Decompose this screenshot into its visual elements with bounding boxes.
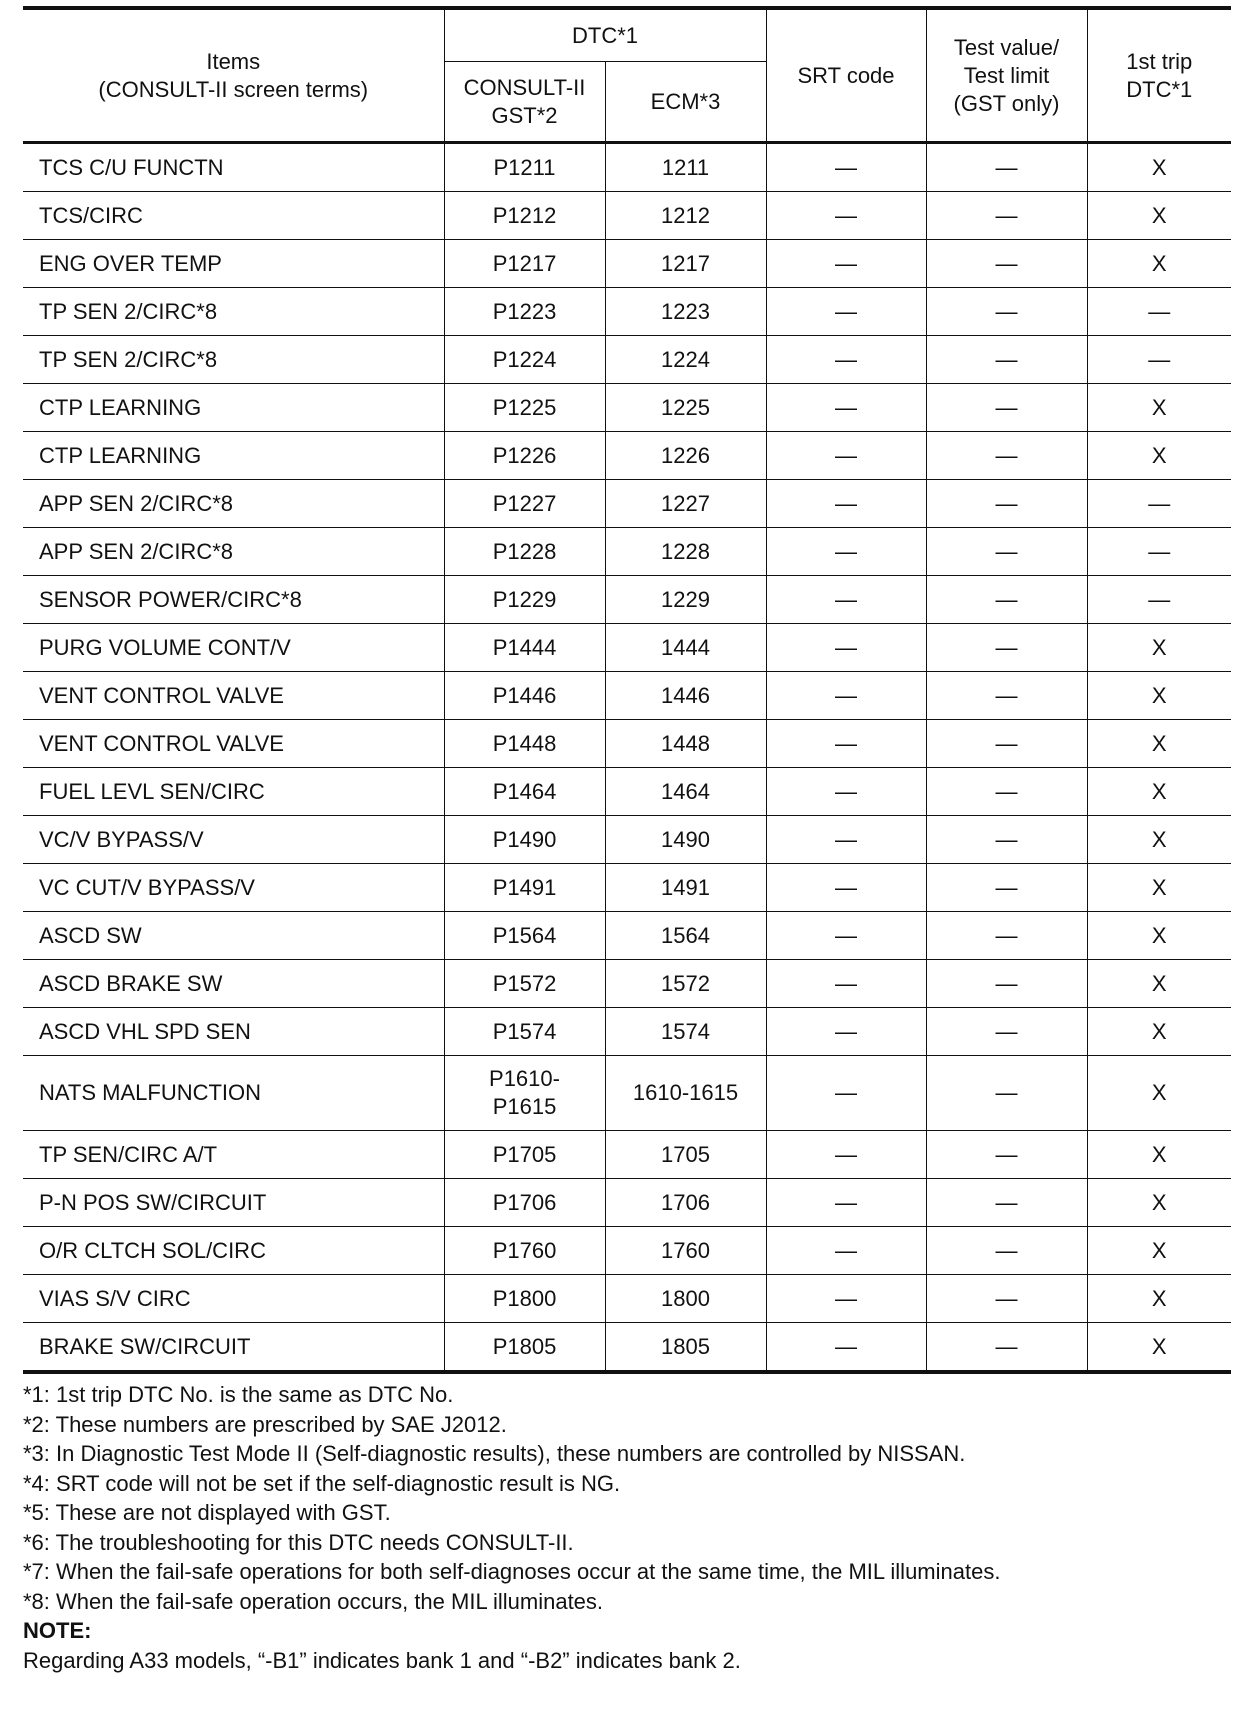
cell-consult-gst: P1226	[444, 432, 605, 480]
cell-consult-gst: P1490	[444, 816, 605, 864]
cell-item: TP SEN/CIRC A/T	[23, 1131, 444, 1179]
cell-first-trip: X	[1087, 624, 1231, 672]
cell-test-value: —	[926, 143, 1087, 192]
cell-srt-code: —	[766, 864, 926, 912]
table-row	[23, 1227, 1231, 1275]
cell-consult-gst: P1491	[444, 864, 605, 912]
cell-srt-code: —	[766, 1227, 926, 1275]
cell-item: VIAS S/V CIRC	[23, 1275, 444, 1323]
cell-srt-code: —	[766, 480, 926, 528]
cell-item: PURG VOLUME CONT/V	[23, 624, 444, 672]
cell-test-value: —	[926, 576, 1087, 624]
cell-test-value: —	[926, 1179, 1087, 1227]
cell-first-trip: —	[1087, 336, 1231, 384]
cell-first-trip: X	[1087, 143, 1231, 192]
table-header	[23, 8, 1231, 143]
cell-first-trip: —	[1087, 528, 1231, 576]
cell-srt-code: —	[766, 960, 926, 1008]
table-row	[23, 912, 1231, 960]
cell-test-value: —	[926, 816, 1087, 864]
table-row	[23, 288, 1231, 336]
cell-item: TP SEN 2/CIRC*8	[23, 288, 444, 336]
cell-first-trip: X	[1087, 1131, 1231, 1179]
cell-consult-gst: P1444	[444, 624, 605, 672]
cell-ecm: 1223	[605, 288, 766, 336]
footnote: *7: When the fail-safe operations for both self-diagnoses occur at the same time, the MIL illuminates.	[23, 1559, 1001, 1584]
table-row	[23, 192, 1231, 240]
footnote: *8: When the fail-safe operation occurs, the MIL illuminates.	[23, 1588, 604, 1614]
cell-first-trip: —	[1087, 480, 1231, 528]
cell-item: VC/V BYPASS/V	[23, 816, 444, 864]
cell-srt-code: —	[766, 1275, 926, 1323]
cell-ecm: 1217	[605, 240, 766, 288]
cell-first-trip: X	[1087, 672, 1231, 720]
cell-test-value: —	[926, 480, 1087, 528]
cell-srt-code: —	[766, 672, 926, 720]
cell-ecm: 1227	[605, 480, 766, 528]
cell-first-trip: X	[1087, 192, 1231, 240]
cell-ecm: 1225	[605, 384, 766, 432]
cell-consult-gst: P1705	[444, 1131, 605, 1179]
table-body	[23, 143, 1231, 1373]
cell-consult-gst: P1223	[444, 288, 605, 336]
table-row	[23, 240, 1231, 288]
cell-ecm: 1224	[605, 336, 766, 384]
cell-item: VENT CONTROL VALVE	[23, 720, 444, 768]
cell-test-value: —	[926, 336, 1087, 384]
note-text: Regarding A33 models, “-B1” indicates bank 1 and “-B2” indicates bank 2.	[23, 1647, 741, 1673]
cell-ecm: 1706	[605, 1179, 766, 1227]
cell-ecm: 1228	[605, 528, 766, 576]
table-row	[23, 960, 1231, 1008]
dtc-document	[23, 6, 1231, 1675]
footnotes	[23, 1380, 1231, 1675]
cell-srt-code: —	[766, 912, 926, 960]
cell-srt-code: —	[766, 720, 926, 768]
cell-consult-gst: P1760	[444, 1227, 605, 1275]
cell-srt-code: —	[766, 1323, 926, 1373]
cell-ecm: 1464	[605, 768, 766, 816]
cell-first-trip: X	[1087, 384, 1231, 432]
table-row	[23, 1323, 1231, 1373]
cell-consult-gst: P1448	[444, 720, 605, 768]
cell-srt-code: —	[766, 576, 926, 624]
cell-test-value: —	[926, 288, 1087, 336]
cell-consult-gst: P1706	[444, 1179, 605, 1227]
cell-first-trip: —	[1087, 288, 1231, 336]
table-row	[23, 576, 1231, 624]
cell-consult-gst: P1211	[444, 143, 605, 192]
cell-first-trip: X	[1087, 960, 1231, 1008]
cell-test-value: —	[926, 672, 1087, 720]
cell-test-value: —	[926, 624, 1087, 672]
cell-ecm: 1446	[605, 672, 766, 720]
cell-srt-code: —	[766, 336, 926, 384]
table-row	[23, 336, 1231, 384]
cell-item: CTP LEARNING	[23, 432, 444, 480]
cell-srt-code: —	[766, 528, 926, 576]
cell-ecm: 1760	[605, 1227, 766, 1275]
cell-consult-gst: P1446	[444, 672, 605, 720]
table-row	[23, 816, 1231, 864]
cell-srt-code: —	[766, 1056, 926, 1131]
cell-srt-code: —	[766, 384, 926, 432]
cell-test-value: —	[926, 240, 1087, 288]
footnote: *3: In Diagnostic Test Mode II (Self-diagnostic results), these numbers are controlled by NISSAN.	[23, 1441, 966, 1466]
cell-first-trip: X	[1087, 1227, 1231, 1275]
footnote: *1: 1st trip DTC No. is the same as DTC No.	[23, 1382, 454, 1407]
footnote: *4: SRT code will not be set if the self-diagnostic result is NG.	[23, 1470, 621, 1496]
table-row	[23, 432, 1231, 480]
cell-first-trip: X	[1087, 816, 1231, 864]
cell-first-trip: X	[1087, 432, 1231, 480]
cell-srt-code: —	[766, 624, 926, 672]
cell-item: CTP LEARNING	[23, 384, 444, 432]
table-row	[23, 624, 1231, 672]
cell-item: P-N POS SW/CIRCUIT	[23, 1179, 444, 1227]
cell-srt-code: —	[766, 816, 926, 864]
cell-test-value: —	[926, 960, 1087, 1008]
cell-first-trip: X	[1087, 768, 1231, 816]
cell-item: TCS C/U FUNCTN	[23, 143, 444, 192]
cell-ecm: 1490	[605, 816, 766, 864]
footnote: *6: The troubleshooting for this DTC needs CONSULT-II.	[23, 1529, 574, 1555]
cell-consult-gst: P1574	[444, 1008, 605, 1056]
cell-consult-gst: P1228	[444, 528, 605, 576]
cell-srt-code: —	[766, 1008, 926, 1056]
cell-item: FUEL LEVL SEN/CIRC	[23, 768, 444, 816]
cell-srt-code: —	[766, 143, 926, 192]
cell-consult-gst: P1212	[444, 192, 605, 240]
footnote: *2: These numbers are prescribed by SAE J2012.	[23, 1411, 507, 1437]
cell-item: TP SEN 2/CIRC*8	[23, 336, 444, 384]
cell-consult-gst: P1610- P1615	[444, 1056, 605, 1131]
table-row	[23, 864, 1231, 912]
cell-consult-gst: P1229	[444, 576, 605, 624]
cell-ecm: 1212	[605, 192, 766, 240]
cell-item: ASCD BRAKE SW	[23, 960, 444, 1008]
cell-test-value: —	[926, 192, 1087, 240]
cell-first-trip: X	[1087, 240, 1231, 288]
header-ecm: ECM*3	[605, 62, 766, 143]
table-row	[23, 720, 1231, 768]
table-row	[23, 1275, 1231, 1323]
cell-test-value: —	[926, 1131, 1087, 1179]
cell-srt-code: —	[766, 1179, 926, 1227]
cell-test-value: —	[926, 528, 1087, 576]
cell-test-value: —	[926, 1323, 1087, 1373]
footnote: *5: These are not displayed with GST.	[23, 1500, 391, 1525]
cell-ecm: 1572	[605, 960, 766, 1008]
cell-consult-gst: P1572	[444, 960, 605, 1008]
cell-item: APP SEN 2/CIRC*8	[23, 528, 444, 576]
cell-ecm: 1574	[605, 1008, 766, 1056]
cell-srt-code: —	[766, 768, 926, 816]
cell-consult-gst: P1217	[444, 240, 605, 288]
cell-test-value: —	[926, 912, 1087, 960]
cell-test-value: —	[926, 720, 1087, 768]
table-row	[23, 1179, 1231, 1227]
cell-srt-code: —	[766, 288, 926, 336]
table-row	[23, 480, 1231, 528]
cell-test-value: —	[926, 864, 1087, 912]
cell-item: ENG OVER TEMP	[23, 240, 444, 288]
cell-first-trip: X	[1087, 1179, 1231, 1227]
cell-srt-code: —	[766, 192, 926, 240]
cell-item: TCS/CIRC	[23, 192, 444, 240]
cell-first-trip: X	[1087, 1275, 1231, 1323]
table-row	[23, 143, 1231, 192]
cell-ecm: 1805	[605, 1323, 766, 1373]
cell-test-value: —	[926, 1008, 1087, 1056]
cell-item: O/R CLTCH SOL/CIRC	[23, 1227, 444, 1275]
cell-ecm: 1800	[605, 1275, 766, 1323]
cell-srt-code: —	[766, 1131, 926, 1179]
cell-srt-code: —	[766, 432, 926, 480]
cell-ecm: 1705	[605, 1131, 766, 1179]
cell-test-value: —	[926, 1056, 1087, 1131]
table-row	[23, 1131, 1231, 1179]
footnote-list	[23, 1380, 1231, 1616]
cell-item: APP SEN 2/CIRC*8	[23, 480, 444, 528]
cell-ecm: 1211	[605, 143, 766, 192]
header-items: Items (CONSULT-II screen terms)	[23, 8, 444, 143]
table-row	[23, 1056, 1231, 1131]
cell-first-trip: —	[1087, 576, 1231, 624]
cell-ecm: 1491	[605, 864, 766, 912]
table-row	[23, 528, 1231, 576]
cell-ecm: 1229	[605, 576, 766, 624]
table-row	[23, 1008, 1231, 1056]
cell-item: NATS MALFUNCTION	[23, 1056, 444, 1131]
cell-ecm: 1564	[605, 912, 766, 960]
cell-consult-gst: P1800	[444, 1275, 605, 1323]
cell-consult-gst: P1225	[444, 384, 605, 432]
cell-first-trip: X	[1087, 912, 1231, 960]
cell-consult-gst: P1464	[444, 768, 605, 816]
cell-test-value: —	[926, 384, 1087, 432]
header-srt-code: SRT code	[766, 8, 926, 143]
cell-item: BRAKE SW/CIRCUIT	[23, 1323, 444, 1373]
cell-ecm: 1226	[605, 432, 766, 480]
cell-item: VC CUT/V BYPASS/V	[23, 864, 444, 912]
header-first-trip: 1st trip DTC*1	[1087, 8, 1231, 143]
cell-test-value: —	[926, 1227, 1087, 1275]
cell-first-trip: X	[1087, 720, 1231, 768]
header-consult-gst: CONSULT-II GST*2	[444, 62, 605, 143]
cell-consult-gst: P1805	[444, 1323, 605, 1373]
dtc-table	[23, 6, 1231, 1374]
table-row	[23, 768, 1231, 816]
cell-ecm: 1610-1615	[605, 1056, 766, 1131]
table-row	[23, 672, 1231, 720]
cell-item: ASCD SW	[23, 912, 444, 960]
cell-test-value: —	[926, 432, 1087, 480]
cell-srt-code: —	[766, 240, 926, 288]
table-row	[23, 384, 1231, 432]
cell-first-trip: X	[1087, 1008, 1231, 1056]
cell-test-value: —	[926, 768, 1087, 816]
cell-consult-gst: P1227	[444, 480, 605, 528]
cell-ecm: 1444	[605, 624, 766, 672]
header-test-value: Test value/ Test limit (GST only)	[926, 8, 1087, 143]
cell-ecm: 1448	[605, 720, 766, 768]
header-dtc: DTC*1	[444, 8, 766, 62]
cell-test-value: —	[926, 1275, 1087, 1323]
cell-first-trip: X	[1087, 864, 1231, 912]
note-title: NOTE:	[23, 1618, 92, 1643]
cell-consult-gst: P1224	[444, 336, 605, 384]
cell-item: VENT CONTROL VALVE	[23, 672, 444, 720]
cell-consult-gst: P1564	[444, 912, 605, 960]
cell-first-trip: X	[1087, 1323, 1231, 1373]
cell-item: SENSOR POWER/CIRC*8	[23, 576, 444, 624]
cell-first-trip: X	[1087, 1056, 1231, 1131]
cell-item: ASCD VHL SPD SEN	[23, 1008, 444, 1056]
